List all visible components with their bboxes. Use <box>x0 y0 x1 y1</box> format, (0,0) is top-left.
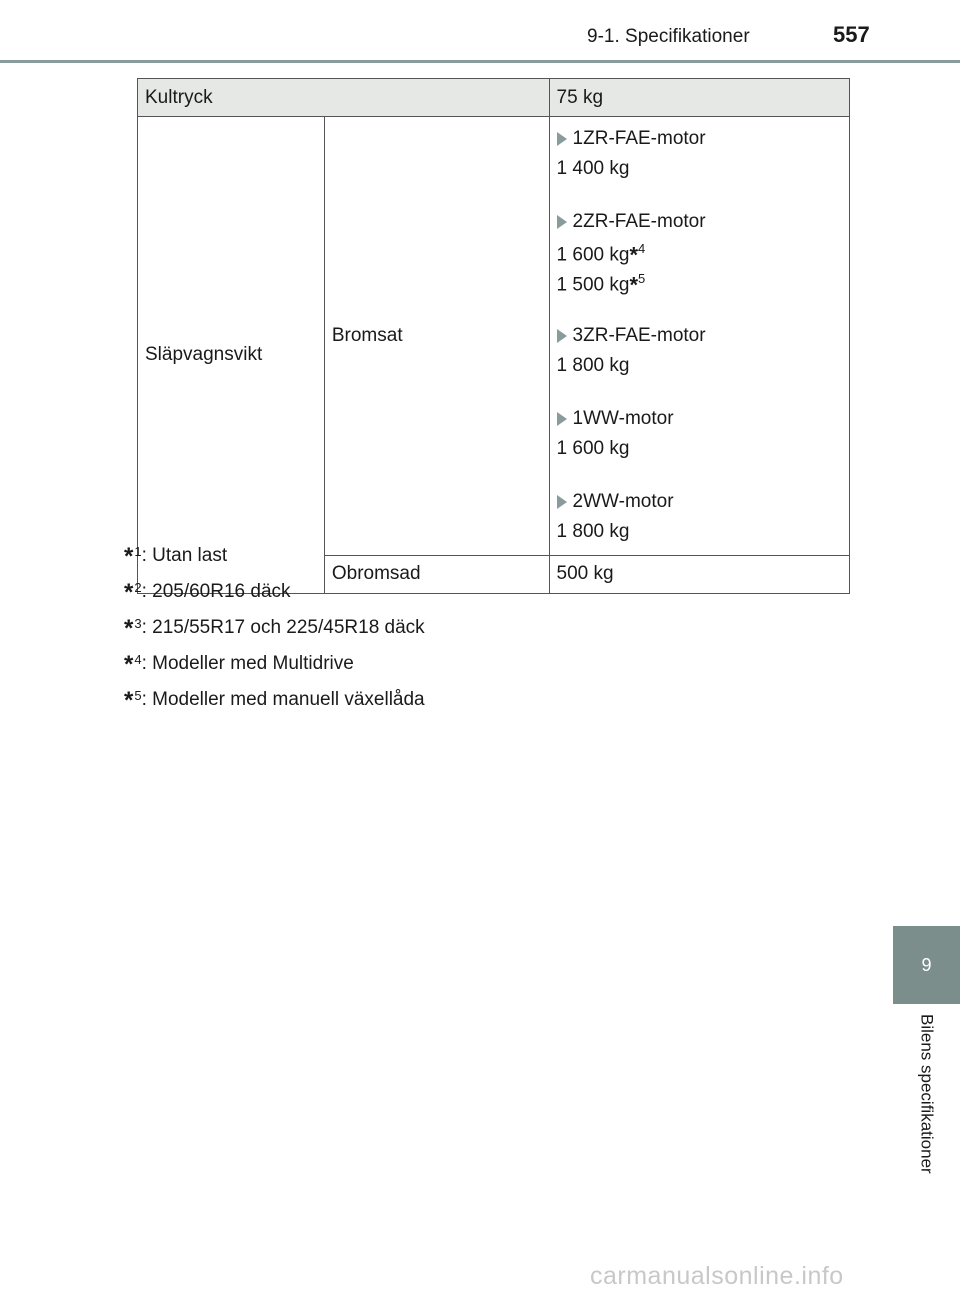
watermark: carmanualsonline.info <box>590 1262 844 1290</box>
triangle-bullet-icon <box>557 412 567 426</box>
section-title: 9-1. Specifikationer <box>587 26 750 47</box>
chapter-tab-number: 9 <box>893 926 960 1004</box>
obromsad-value: 500 kg <box>549 555 849 593</box>
footnote: * 2 : 205/60R16 däck <box>124 579 291 606</box>
kultryck-label: Kultryck <box>138 79 550 117</box>
footnote: * 5 : Modeller med manuell växellåda <box>124 687 425 714</box>
footnote: * 1 : Utan last <box>124 543 228 570</box>
engine-name: 2WW-motor <box>572 490 674 512</box>
engine-item <box>557 400 842 469</box>
engine-item <box>557 120 842 189</box>
table-row <box>138 117 850 556</box>
footnote: * 4 : Modeller med Multidrive <box>124 651 354 678</box>
page-number: 557 <box>833 22 870 47</box>
bromsat-label: Bromsat <box>324 117 549 556</box>
triangle-bullet-icon <box>557 329 567 343</box>
chapter-tab-label: Bilens specifikationer <box>917 1014 937 1174</box>
engine-name: 2ZR-FAE-motor <box>572 211 706 232</box>
engine-value: 1 600 kg*$^4$ <box>556 241 646 268</box>
header-divider <box>0 60 960 63</box>
engine-value: 1 600 kg <box>556 437 630 459</box>
table-row <box>138 79 850 117</box>
engine-item <box>557 203 842 303</box>
footnote-ref: 5 <box>638 271 646 287</box>
triangle-bullet-icon <box>557 495 567 509</box>
engine-value: 1 800 kg <box>556 520 630 542</box>
engine-name: 3ZR-FAE-motor <box>572 324 706 346</box>
footnote: * 3 : 215/55R17 och 225/45R18 däck <box>124 615 425 642</box>
triangle-bullet-icon <box>557 215 567 229</box>
triangle-bullet-icon <box>557 132 567 146</box>
engine-item <box>557 483 842 552</box>
obromsad-label: Obromsad <box>324 555 549 593</box>
engine-name: 1WW-motor <box>572 407 674 429</box>
bromsat-values <box>549 117 849 556</box>
footnotes <box>124 531 425 714</box>
slapvagnsvikt-label: Släpvagnsvikt <box>138 117 325 594</box>
footnote-ref: 4 <box>638 241 646 256</box>
engine-name: 1ZR-FAE-motor <box>572 128 706 149</box>
engine-value: 1 400 kg <box>556 158 630 179</box>
engine-value: 1 500 kg*$^5$ <box>556 271 646 298</box>
engine-value: 1 800 kg <box>556 354 630 376</box>
specification-table <box>137 78 850 594</box>
engine-item <box>557 317 842 386</box>
kultryck-value: 75 kg <box>549 79 849 117</box>
